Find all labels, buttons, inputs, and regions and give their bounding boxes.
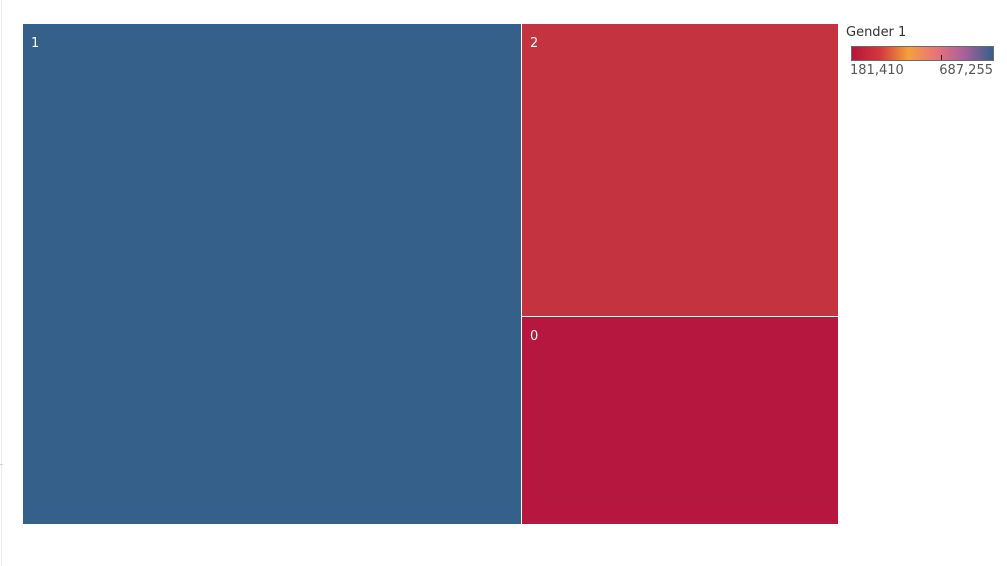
legend-midpoint-marker xyxy=(941,55,942,60)
treemap-tile-0[interactable] xyxy=(522,317,838,524)
treemap-tile-1[interactable] xyxy=(23,24,521,524)
treemap-tile-2[interactable] xyxy=(522,24,838,316)
color-legend[interactable] xyxy=(846,25,998,79)
treemap-tile-label-2: 2 xyxy=(530,36,539,51)
legend-min-label: 181,410 xyxy=(850,63,904,78)
treemap-tile-label-0: 0 xyxy=(530,329,539,344)
legend-max-label: 687,255 xyxy=(939,63,993,78)
treemap-tile-label-1: 1 xyxy=(31,36,40,51)
legend-title: Gender 1 xyxy=(846,25,907,40)
legend-range-labels xyxy=(846,63,998,79)
legend-gradient-bar xyxy=(851,46,994,61)
legend-gradient[interactable] xyxy=(851,46,994,61)
